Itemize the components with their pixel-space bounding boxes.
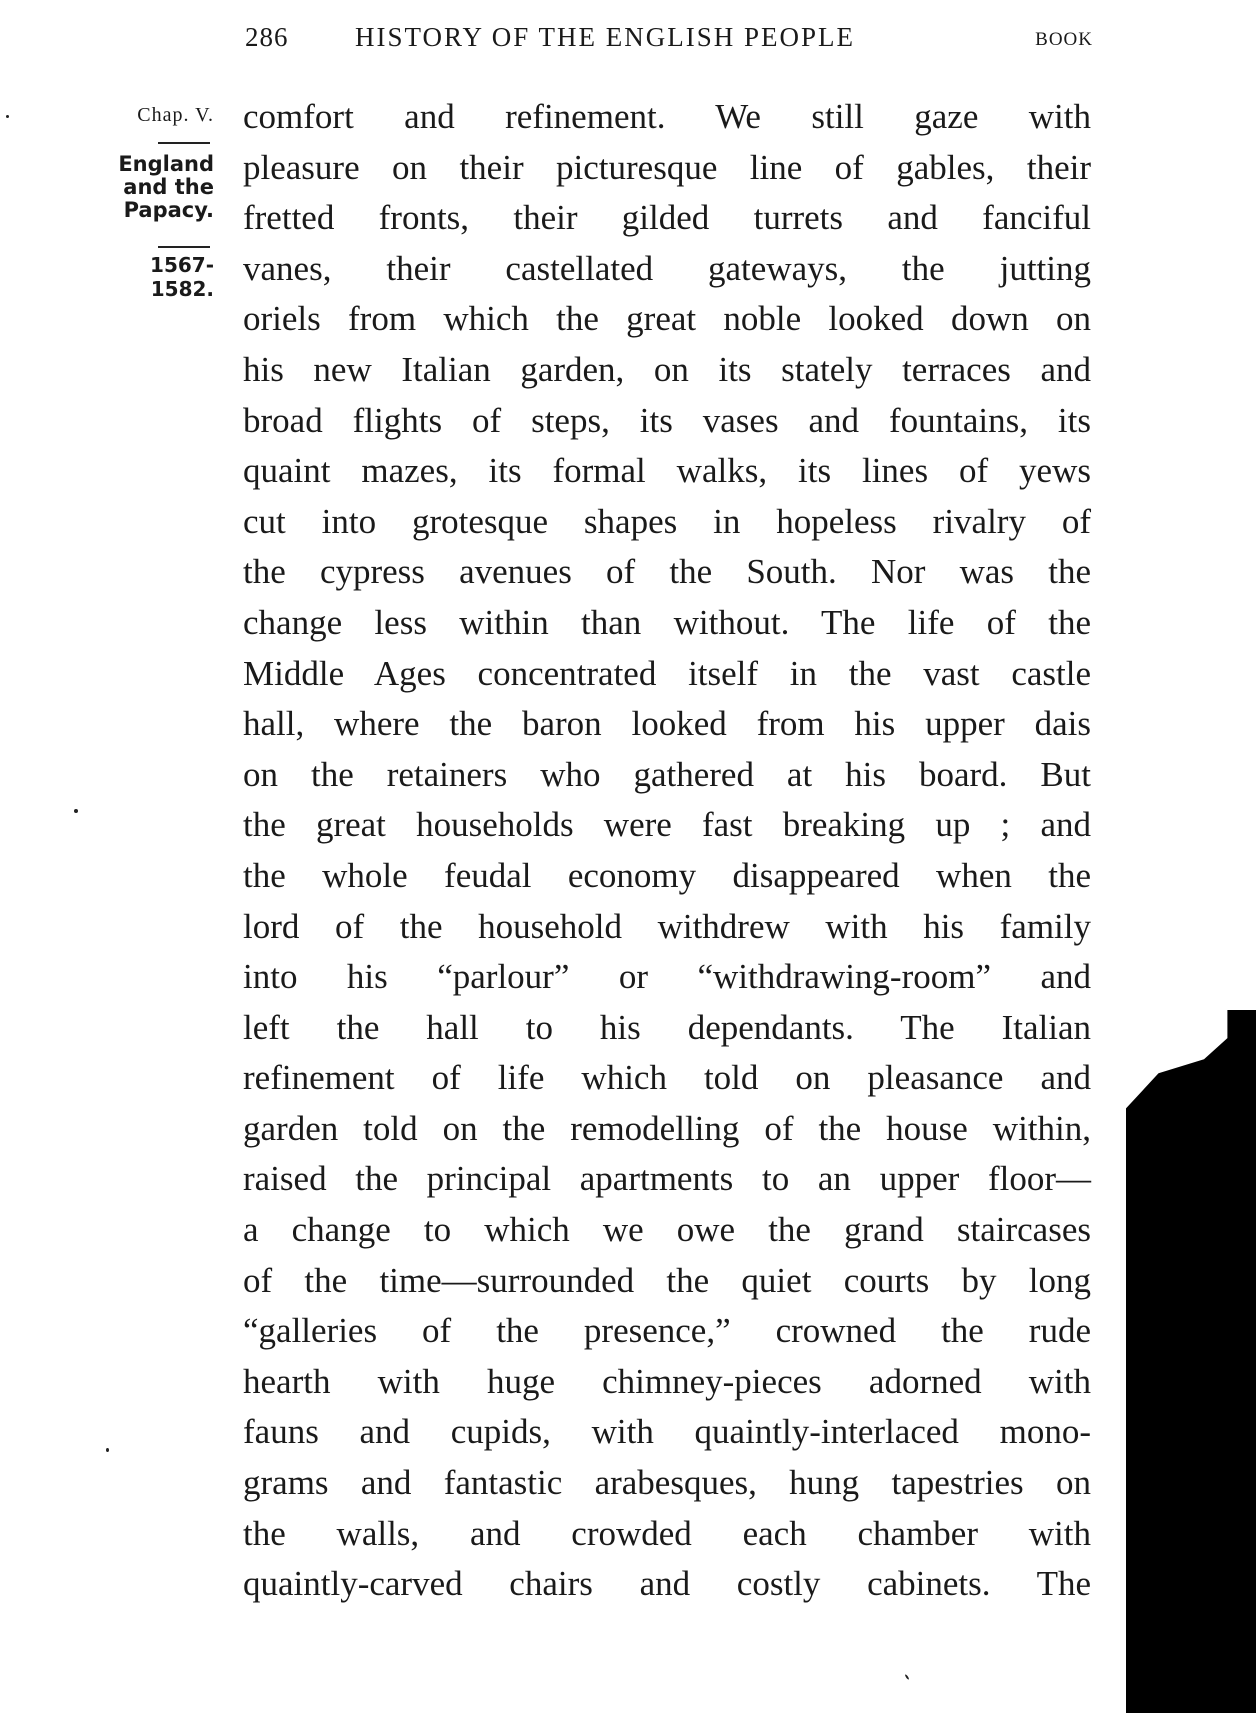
text-line: “galleries of the presence,” crowned the rude [243, 1311, 1091, 1351]
ink-speck [904, 1674, 909, 1680]
ink-speck [106, 1448, 109, 1452]
text-line: cut into grotesque shapes in hopeless rivalry of [243, 501, 1091, 541]
text-line: the walls, and crowded each chamber with [243, 1513, 1091, 1553]
text-line: garden told on the remodelling of the house within, [243, 1108, 1091, 1148]
text-line: the cypress avenues of the South. Nor was the [243, 552, 1091, 592]
side-title [96, 153, 214, 222]
text-line: fauns and cupids, with quaintly-interlaced mono- [243, 1412, 1091, 1452]
text-line: of the time—surrounded the quiet courts by long [243, 1260, 1091, 1300]
chapter-label: Chap. V. [137, 104, 214, 126]
text-line: the great households were fast breaking up ; and [243, 805, 1091, 845]
text-line: quaint mazes, its formal walks, its lines of yews [243, 451, 1091, 491]
text-line: vanes, their castellated gateways, the jutting [243, 248, 1091, 288]
text-line: into his “parlour” or “withdrawing-room” and [243, 957, 1091, 997]
text-line: oriels from which the great noble looked down on [243, 299, 1091, 339]
text-line: change less within than without. The life of the [243, 602, 1091, 642]
text-line: on the retainers who gathered at his board. But [243, 754, 1091, 794]
date-range: 1567-1582. [150, 253, 214, 301]
text-line: a change to which we owe the grand staircases [243, 1210, 1091, 1250]
text-line: hearth with huge chimney-pieces adorned with [243, 1361, 1091, 1401]
body-text [243, 92, 1091, 1610]
side-title-line: Papacy. [123, 198, 214, 222]
text-line: hall, where the baron looked from his upper dais [243, 704, 1091, 744]
ink-speck [6, 115, 9, 118]
text-line: refinement of life which told on pleasance and [243, 1058, 1091, 1098]
text-line: raised the principal apartments to an upper floor— [243, 1159, 1091, 1199]
margin-rule [158, 142, 210, 144]
side-title-line: England [118, 152, 214, 176]
side-title-line: and the [123, 175, 214, 199]
text-line: broad flights of steps, its vases and fountains, its [243, 400, 1091, 440]
running-title: HISTORY OF THE ENGLISH PEOPLE [355, 22, 856, 52]
text-line: pleasure on their picturesque line of gables, their [243, 147, 1091, 187]
page-header [245, 22, 1093, 58]
text-line: comfort and refinement. We still gaze with [243, 97, 1091, 136]
text-line: Middle Ages concentrated itself in the vast castle [243, 653, 1091, 693]
book-label: BOOK [1035, 29, 1093, 50]
text-line: left the hall to his dependants. The Italian [243, 1007, 1091, 1047]
margin-rule [158, 246, 210, 248]
text-line: his new Italian garden, on its stately terraces and [243, 349, 1091, 389]
text-line: lord of the household withdrew with his family [243, 906, 1091, 946]
text-line: quaintly-carved chairs and costly cabinets. The [243, 1564, 1091, 1604]
text-line: grams and fantastic arabesques, hung tapestries on [243, 1463, 1091, 1503]
text-line: fretted fronts, their gilded turrets and fanciful [243, 198, 1091, 238]
scan-shadow-edge [1126, 1010, 1256, 1713]
text-line: the whole feudal economy disappeared when the [243, 855, 1091, 895]
ink-speck [74, 809, 78, 813]
page-number: 286 [245, 22, 289, 52]
